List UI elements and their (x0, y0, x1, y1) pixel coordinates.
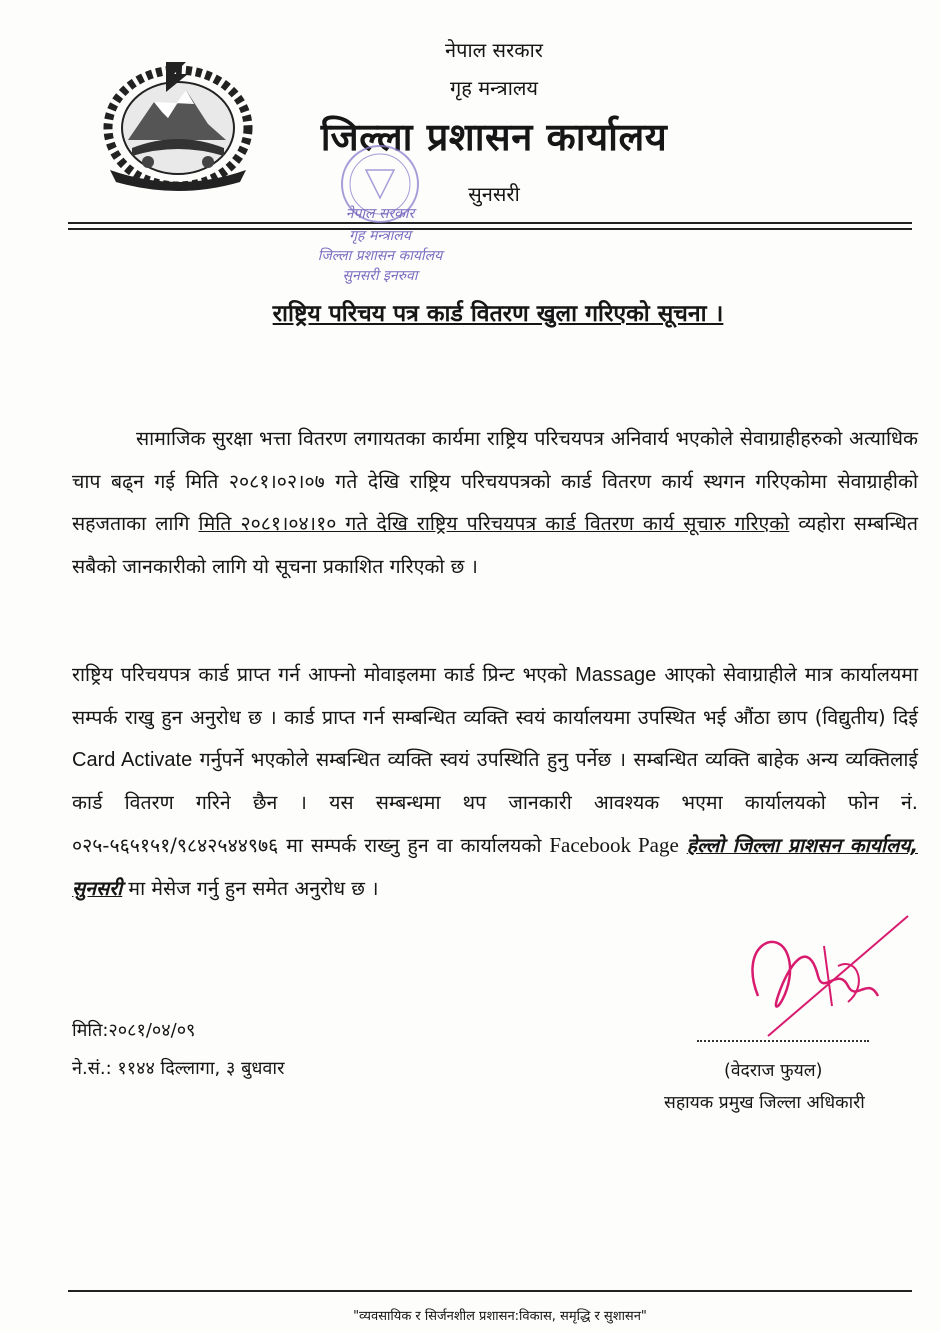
ministry-name: गृह मन्त्रालय (449, 76, 539, 100)
signature-dotted-line (697, 1040, 869, 1042)
office-name: जिल्ला प्रशासन कार्यालय (320, 115, 668, 159)
government-name: नेपाल सरकार (445, 38, 543, 62)
stamp-line-4: सुनसरी इनरुवा (342, 268, 418, 284)
stamp-line-3: जिल्ला प्रशासन कार्यालय (317, 248, 443, 264)
notice-paragraph-2 (72, 654, 918, 910)
notice-paragraph-1 (72, 418, 918, 588)
nepal-sambat-date: ने.सं.: ११४४ दिल्लागा, ३ बुधवार (72, 1058, 285, 1079)
issue-date: मिति:२०८१/०४/०९ (72, 1020, 196, 1041)
para2-latin-facebook-page: Facebook Page (549, 833, 679, 857)
para1-text-b: व्यहोरा सम्बन्धित सबैको जानकारीको लागि यो सूचना प्रकाशित गरिएको छ । (72, 512, 918, 578)
para1-text-a: सामाजिक सुरक्षा भत्ता वितरण लगायतका कार्यमा राष्ट्रिय परिचयपत्र अनिवार्य भएकोले सेवाग्राहीहरुको अत्याधिक चाप बढ्न गई मिति २०८१।०२।०७ गते देखि राष्ट्रिय परिचयपत्रको कार्ड वितरण कार्य स्थगन गरिएकोमा सेवाग्राहीको सहजताका लागि (72, 427, 918, 535)
footer-rule (68, 1290, 912, 1292)
para2-text-c: गर्नुपर्ने भएकोले सम्बन्धित व्यक्ति स्वयं उपस्थिति हुनु पर्नेछ । सम्बन्धित व्यक्ति बाहेक अन्य व्यक्तिलाई कार्ड वितरण गरिने छैन । यस सम्बन्धमा थप जानकारी आवश्यक भएमा कार्यालयको फोन नं. ०२५-५६५१५१/९८४२५४४९७६ मा सम्पर्क राख्नु हुन वा कार्यालयको (72, 748, 918, 857)
stamp-line-2: गृह मन्त्रालय (349, 228, 411, 244)
signatory-designation: सहायक प्रमुख जिल्ला अधिकारी (664, 1093, 865, 1113)
para1-underlined-text: मिति २०८१।०४।१० गते देखि राष्ट्रिय परिचयपत्र कार्ड वितरण कार्य सूचारु गरिएको (198, 512, 790, 535)
notice-title: राष्ट्रिय परिचय पत्र कार्ड वितरण खुला गरिएको सूचना । (272, 301, 724, 327)
facebook-page-name-link[interactable]: हेल्लो जिल्ला प्राशसन कार्यालय, सुनसरी (72, 834, 919, 900)
district-name: सुनसरी (468, 182, 520, 206)
footer-motto: "व्यवसायिक र सिर्जनशील प्रशासन:विकास, समृद्धि र सुशासन" (353, 1309, 647, 1324)
signatory-name: (वेदराज फुयल) (724, 1061, 823, 1081)
signature-icon (728, 906, 918, 1046)
para2-latin-card-activate: Card Activate (72, 749, 193, 771)
para2-text-d: मा मेसेज गर्नु हुन समेत अनुरोध छ । (122, 876, 379, 900)
para2-text-a: राष्ट्रिय परिचयपत्र कार्ड प्राप्त गर्न आफ्नो मोवाइलमा कार्ड प्रिन्ट भएको (72, 663, 576, 686)
header-rule-top (68, 222, 912, 224)
para2-text-b: आएको सेवाग्राहीले मात्र कार्यालयमा सम्पर्क राखु हुन अनुरोध छ । कार्ड प्राप्त गर्न सम्बन्धित व्यक्ति स्वयं कार्यालयमा उपस्थित भई औंठा छाप (विद्युतीय) दिई (72, 663, 919, 729)
header-rule-bottom (68, 228, 912, 230)
stamp-line-1: नेपाल सरकार (345, 206, 415, 222)
para2-latin-massage: Massage (575, 664, 657, 686)
